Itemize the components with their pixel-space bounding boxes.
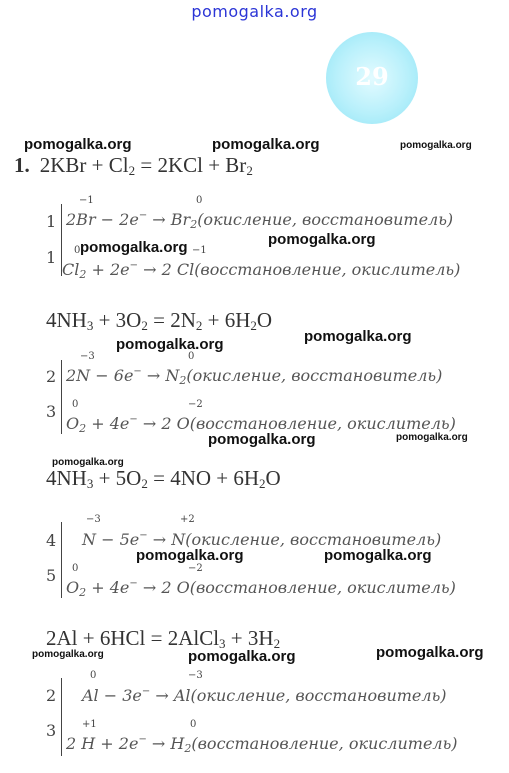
half-reaction: $O_2 + 4e^- \to 2$ O(восстановление, окислитель)	[66, 578, 456, 599]
watermark: pomogalka.org	[396, 432, 468, 443]
oxidation-state: −3	[86, 514, 101, 525]
problem-number: 1.	[14, 153, 30, 177]
oxidation-state: 0	[188, 351, 195, 362]
balance-bracket	[61, 360, 62, 434]
coefficient: 3	[46, 402, 57, 421]
balance-bracket	[61, 678, 62, 756]
half-reaction: $2Br - 2e^- \to Br_2(окисление$, восстановитель)	[66, 210, 454, 231]
coefficient: 4	[46, 531, 57, 550]
oxidation-state: −2	[188, 399, 203, 410]
watermark: pomogalka.org	[116, 336, 224, 353]
oxidation-state: +2	[180, 514, 195, 525]
coefficient: 1	[46, 212, 57, 231]
oxidation-state: −1	[192, 245, 207, 256]
oxidation-state: +1	[82, 719, 97, 730]
oxidation-state: 0	[72, 563, 79, 574]
oxidation-state: 0	[196, 195, 203, 206]
coefficient: 2	[46, 686, 57, 705]
watermark: pomogalka.org	[268, 231, 376, 248]
reaction-equation: $4NH_3 + 3O_2 = 2N_2 + 6H_2O$	[46, 308, 273, 333]
reaction-equation: $4NH_3 + 5O_2 = 4NO + 6H_2O$	[46, 466, 281, 491]
watermark: pomogalka.org	[136, 547, 244, 564]
oxidation-state: −3	[188, 670, 203, 681]
reaction-equation	[14, 153, 253, 178]
coefficient: 3	[46, 721, 57, 740]
half-reaction: $2N - 6e^- \to N_2(окисление$, восстановитель)	[66, 366, 443, 387]
half-reaction: $O_2 + 4e^- \to 2$ O(восстановление, окислитель)	[66, 414, 456, 435]
reaction-equation: 2Al + 6HCl = 2AlCl$_3$ + $3H_2$	[46, 626, 281, 651]
watermark: pomogalka.org	[212, 136, 320, 153]
watermark: pomogalka.org	[32, 649, 104, 660]
coefficient: 1	[46, 248, 57, 267]
watermark: pomogalka.org	[52, 457, 124, 468]
oxidation-state: −1	[79, 195, 94, 206]
site-logo: pomogalka.org	[191, 2, 318, 21]
watermark: pomogalka.org	[208, 431, 316, 448]
coefficient: 5	[46, 566, 57, 585]
watermark: pomogalka.org	[80, 239, 188, 256]
task-number-badge	[326, 32, 418, 124]
coefficient: 2	[46, 367, 57, 386]
watermark: pomogalka.org	[376, 644, 484, 661]
balance-bracket	[61, 522, 62, 598]
oxidation-state: 0	[190, 719, 197, 730]
watermark: pomogalka.org	[24, 136, 132, 153]
half-reaction: 2 $H + 2e^- \to H_2(восстановление$, окислитель)	[66, 734, 458, 755]
task-number: 29	[355, 62, 389, 91]
watermark: pomogalka.org	[188, 648, 296, 665]
watermark: pomogalka.org	[400, 140, 472, 151]
oxidation-state: −3	[80, 351, 95, 362]
oxidation-state: −2	[188, 563, 203, 574]
oxidation-state: 0	[72, 399, 79, 410]
equation-text: $2KBr + Cl_2 = 2KCl + Br_2$	[39, 153, 253, 178]
watermark: pomogalka.org	[324, 547, 432, 564]
watermark: pomogalka.org	[304, 328, 412, 345]
oxidation-state: 0	[90, 670, 97, 681]
oxidation-state: 0	[74, 245, 81, 256]
half-reaction: N − 5e− → N(окисление, восстановитель)	[82, 530, 442, 549]
half-reaction: $Cl_2 + 2e^- \to 2$ Cl(восстановление, окислитель)	[62, 260, 461, 281]
half-reaction: Al − 3e− → Al(окисление, восстановитель)	[82, 686, 447, 705]
